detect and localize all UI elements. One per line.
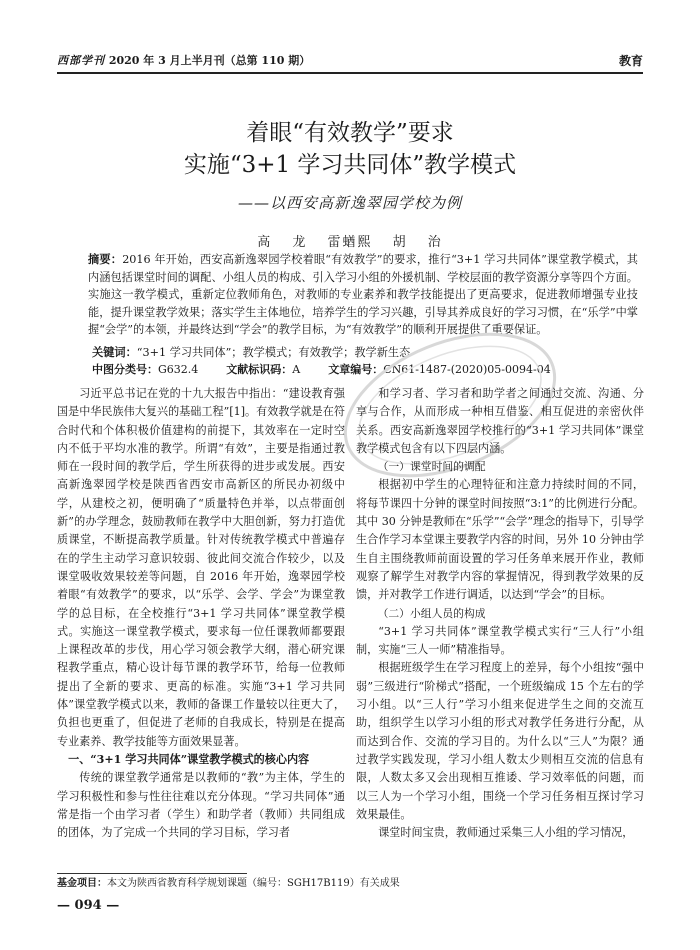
paragraph: 根据班级学生在学习程度上的差异，每个小组按“强中弱”三级进行“阶梯式”搭配，一个班级编成 15 个左右的学习小组。以“三人行”学习小组来促进学生之间的交流互助，组织学生以学习小组的形式对教学任务进行分配，从而达到合作、交流的学习目的。为什么以“三人”为限？通过教学实践发现，学习小组人数太少则相互交流的信息有限，人数太多又会出现相互推诿、学习效率低的问题，而以三人为一个学习小组，围绕一个学习任务相互探讨学习效果最佳。 — [356, 661, 644, 821]
doc-code-value: A — [292, 363, 301, 376]
header-divider — [57, 72, 643, 74]
authors: 高 龙 雷蝤熙 胡 治 — [257, 235, 443, 250]
abstract-label: 摘要： — [88, 252, 123, 266]
title-line-2: 实施“3+1 学习共同体”教学模式 — [183, 152, 517, 178]
paragraph: 课堂时间宝贵，教师通过采集三人小组的学习情况， — [378, 826, 634, 840]
clc — [92, 362, 198, 378]
abstract-text: 2016 年开始，西安高新逸翠园学校着眼“有效教学”的要求，推行“3+1 学习共同体”课堂教学模式，其内涵包括课堂时间的调配、小组人员的构成、引入学习小组的外援机制、学校层面的教学资源分享等四个方面。实施这一教学模式，重新定位教师角色，对教师的专业素养和教学技能提出了更高要求，促进教师增强专业技能，提升课堂教学效果；落实学生主体地位，培养学生的学习兴趣，引导其养成良好的学习习惯，在“乐学”中掌握“会学”的本领，并最终达到“学会”的教学目标，为“有效教学”的顺利开展提供了重要保证。 — [88, 253, 638, 337]
keywords — [92, 344, 632, 361]
page-number: — 094 — — [57, 898, 120, 913]
paragraph: 根据初中学生的心理特征和注意力持续时间的不同，将每节课四十分钟的课堂时间按照“3:1”的比例进行分配。其中 30 分钟是教师在“乐学”“会学”理念的指导下，引导学生合作学习本堂课主要教学内容的时间，另外 10 分钟由学生自主围绕教师前面设置的学习任务单来展开作业，教师观察了解学生对教学内容的掌握情况，得到教学效果的反馈，并对教学工作进行调适，以达到“学会”的目标。 — [356, 478, 644, 602]
classification-row — [92, 362, 632, 378]
subsection-heading-2: （二）小组人员的构成 — [377, 606, 486, 620]
funding-note — [57, 877, 400, 891]
section-name: 教育 — [618, 54, 643, 68]
keywords-label: 关键词： — [92, 345, 137, 359]
article-number-value: CN61-1487-(2020)05-0094-04 — [383, 363, 551, 376]
issue-info: 2020 年 3 月上半月刊（总第 110 期） — [108, 54, 311, 67]
funding-text: 本文为陕西省教育科学规划课题（编号：SGH17B119）有关成果 — [107, 878, 400, 889]
doc-code — [226, 362, 300, 378]
page-header — [57, 50, 643, 74]
article-number-label: 文章编号： — [328, 363, 384, 376]
paragraph: 习近平总书记在党的十九大报告中指出：“建设教育强国是中华民族伟大复兴的基础工程”[1]。有效教学就是在符合时代和个体积极价值建构的前提下，其效率在一定时空内不低于平均水准的教学。所谓“有效”，主要是指通过教师在一段时间的教学后，学生所获得的进步或发展。西安高新逸翠园学校是陕西省西安市高新区的所民办初级中学，从建校之初，便明确了“质量特色并举，以点带面创新”的办学理念，鼓励教师在教学中大胆创新，努力打造优质课堂，不断提高教学质量。针对传统教学模式中普遍存在的学生主动学习意识较弱、彼此间交流合作较少，以及课堂吸收效果较差等问题，自 2016 年开始，逸翠园学校着眼“有效教学”的要求，以“乐学、会学、学会”为课堂教学的总目标，在全校推行“3+1 学习共同体”课堂教学模式。实施这一课堂教学模式，要求每一位任课教师都要跟上课程改革的步伐，用心学习领会教学大纲，潜心研究课程教学重点，精心设计每节课的教学环节，给每一位教师提出了全新的要求、更高的标准。实施“3+1 学习共同体”课堂教学模式以来，教师的备课工作量较以往更大了，负担也更重了，但促进了老师的自我成长，特别是在提高专业素养、教学技能等方面效果显著。 — [57, 387, 345, 748]
abstract — [88, 251, 638, 339]
keywords-text: “3+1 学习共同体”；教学模式；有效教学；教学新生态 — [136, 346, 411, 359]
body-column-right — [356, 385, 644, 842]
funding-label: 基金项目： — [57, 878, 107, 889]
subtitle: ——以西安高新逸翠园学校为例 — [237, 194, 462, 212]
subsection-heading-1: （一）课堂时间的调配 — [377, 460, 486, 474]
body-column-left — [57, 385, 345, 842]
clc-value: G632.4 — [158, 363, 199, 376]
article-number — [328, 362, 550, 378]
footnote-divider — [57, 873, 247, 874]
journal-name: 西部学刊 — [57, 54, 105, 67]
paragraph: 和学习者、学习者和助学者之间通过交流、沟通、分享与合作，从而形成一种相互借鉴、相互促进的亲密伙伴关系。西安高新逸翠园学校推行的“3+1 学习共同体”课堂教学模式包含有以下四层内涵。 — [356, 387, 644, 455]
paragraph: 传统的课堂教学通常是以教师的“教”为主体，学生的学习积极性和参与性往往难以充分体现。“学习共同体”通常是指一个由学习者（学生）和助学者（教师）共同组成的团体，为了完成一个共同的学习目标，学习者 — [57, 771, 345, 840]
paragraph: “3+1 学习共同体”课堂教学模式实行“三人行”小组制，实施“三人一师”精准指导。 — [356, 624, 644, 657]
journal-info — [57, 52, 310, 68]
section-heading-1: 一、“3+1 学习共同体”课堂教学模式的核心内容 — [68, 752, 310, 766]
clc-label: 中图分类号： — [92, 363, 158, 376]
doc-code-label: 文献标识码： — [226, 363, 293, 376]
title-line-1: 着眼“有效教学”要求 — [246, 120, 454, 146]
